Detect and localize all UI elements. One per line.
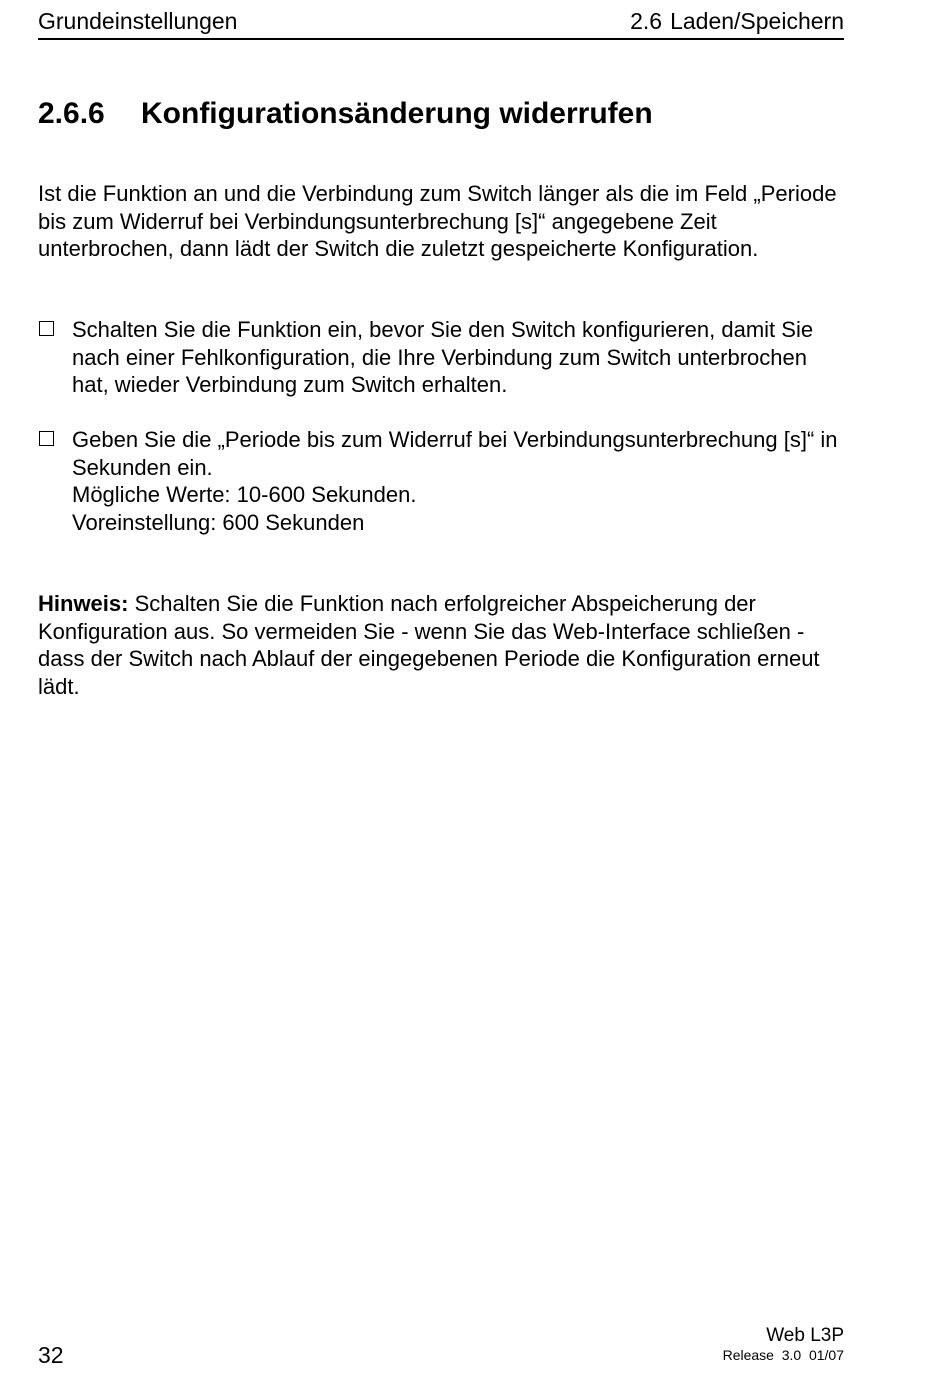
default-value: Voreinstellung: 600 Sekunden [72,509,365,535]
section-header [630,7,844,35]
header-section-number: 2.6 [630,8,663,34]
checkbox-bullet-icon [39,321,54,336]
step-body [72,426,844,536]
instruction-step [38,426,844,536]
section-number: 2.6.6 [38,97,105,130]
intro-paragraph: Ist die Funktion an und die Verbindung zum Switch länger als die im Feld „Periode bis zum Widerruf bei Verbindungsunterbrechung [s]“ angegebene Zeit unterbrochen, dann lädt der Switch die zuletzt gespeicherte Konfiguration. [38,181,837,261]
page-header [38,6,844,40]
possible-values: Mögliche Werte: 10-600 Sekunden. [72,482,417,507]
step-text: Schalten Sie die Funktion ein, bevor Sie den Switch konfigurieren, damit Sie nach einer Fehlkonfiguration, die Ihre Verbindung zum Switch unterbrochen hat, wieder Verbindung zum Switch erhalten. [72,317,814,397]
step-text: Geben Sie die „Periode bis zum Widerruf bei Verbindungsunterbrechung [s]“ in Sekunden ein. [72,427,838,480]
header-section-title: Laden/Speichern [670,8,844,34]
chapter-title: Grundeinstellungen [38,8,238,34]
note-label: Hinweis: [38,591,129,616]
section-title: Konfigurationsänderung widerrufen [141,97,653,130]
note-paragraph [38,590,844,700]
product-name: Web L3P [766,1325,844,1346]
section-heading [38,94,653,134]
note-text: Schalten Sie die Funktion nach erfolgreicher Abspeicherung der Konfiguration aus. So vermeiden Sie - wenn Sie das Web-Interface schließen - dass der Switch nach Ablauf der eingegebenen Periode die Konfiguration erneut lädt. [38,591,820,699]
page-number: 32 [38,1342,64,1368]
checkbox-bullet-icon [39,431,54,446]
footer-info [723,1325,844,1364]
instruction-step [38,316,844,399]
release-info: Release 3.0 01/07 [722,1347,844,1363]
